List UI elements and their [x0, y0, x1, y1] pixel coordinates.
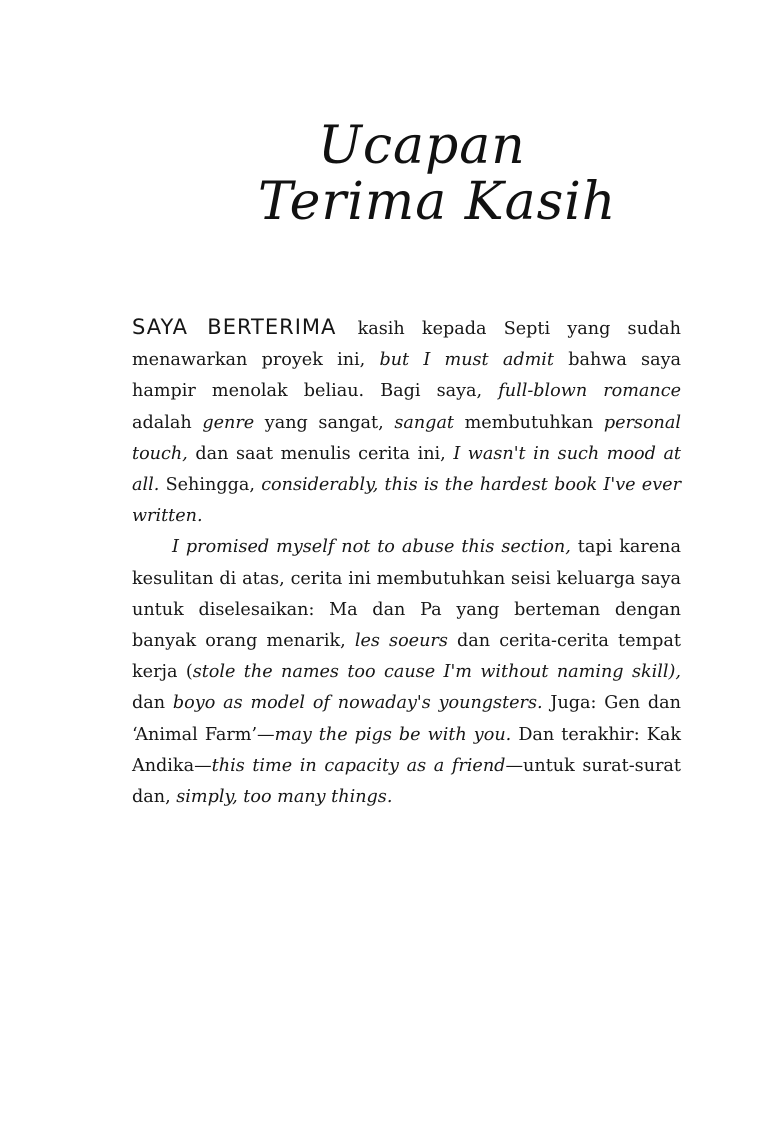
italic-text: boyo as model of nowaday's youngsters. [172, 693, 543, 714]
italic-text: may the pigs be with you. [274, 724, 512, 745]
body-text-run: Juga: Gen dan ‘Animal Farm’— [132, 693, 681, 745]
body-text-run: Dan terakhir: Kak Andika— [132, 724, 681, 776]
italic-text: stole the names too cause I'm without naming skill), [192, 662, 681, 683]
body-text-run: dan saat menulis cerita ini, [187, 443, 454, 464]
paragraph-2 [132, 532, 681, 813]
chapter-title [0, 110, 768, 240]
italic-text: but I must admit [379, 350, 554, 371]
italic-text: I wasn't in such mood at all. [132, 443, 682, 496]
italic-text: les soeurs [354, 631, 448, 652]
body-text-run: kasih kepada Septi yang sudah menawarkan proyek ini, [132, 319, 681, 371]
body-text-run: membutuhkan [454, 412, 604, 433]
body-text-run: yang sangat, [254, 412, 395, 433]
acknowledgement-body [132, 312, 681, 813]
body-text-run: tapi karena kesulitan di atas, cerita ini membutuhkan seisi keluarga saya untuk diselesaikan: Ma dan Pa yang berteman dengan banyak orang menarik, [132, 537, 681, 652]
italic-text: personal touch, [132, 412, 681, 464]
body-text-run: adalah [132, 412, 203, 433]
title-line-2: Terima Kasih [258, 172, 617, 232]
paragraph-1 [132, 312, 681, 532]
title-line-1: Ucapan [318, 116, 526, 176]
italic-text: simply, too many things. [176, 787, 393, 808]
italic-text: considerably, this is the hardest book I've ever written. [132, 475, 681, 527]
italic-text: sangat [394, 412, 454, 433]
italic-text: this time in capacity as a friend [211, 755, 506, 776]
italic-text: genre [202, 412, 255, 433]
lead-in-caps: SAYA BERTERIMA [132, 315, 337, 339]
italic-text: full-blown romance [498, 381, 682, 402]
body-text-run: bahwa saya hampir menolak beliau. Bagi saya, [132, 350, 681, 402]
body-text-run: —untuk surat-surat dan, [132, 755, 681, 808]
italic-text: I promised myself not to abuse this section, [172, 537, 571, 558]
body-text-run: dan cerita-cerita tempat kerja ( [132, 631, 681, 683]
body-text-run: Sehingga, [159, 475, 262, 496]
body-text-run: dan [132, 693, 173, 714]
